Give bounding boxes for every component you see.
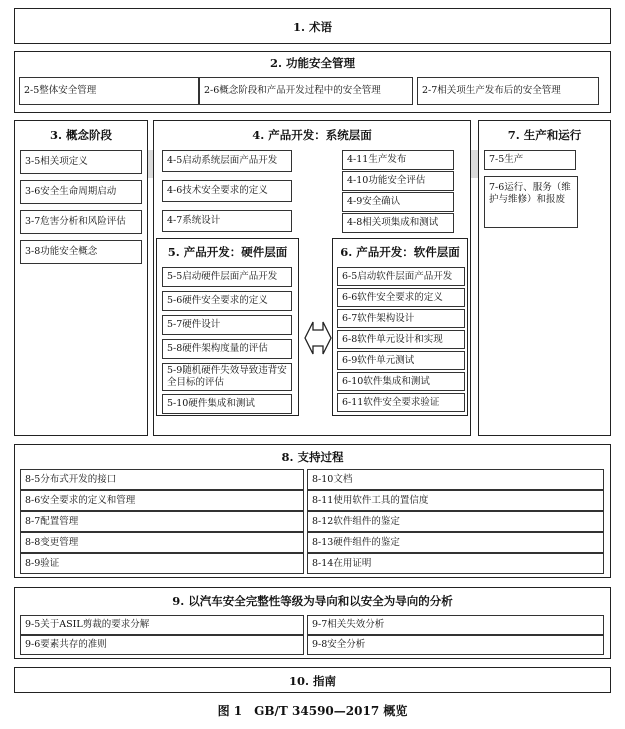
section-title: 4. 产品开发：系统层面 [252,128,372,142]
list-item: 8-9验证 [20,553,304,574]
list-item: 8-7配置管理 [20,511,304,532]
double-arrow-icon [303,316,333,360]
list-item: 3-5相关项定义 [20,150,142,174]
list-item: 9-7相关失效分析 [307,615,604,635]
list-item: 8-13硬件组件的鉴定 [307,532,604,553]
section-title: 9. 以汽车安全完整性等级为导向和以安全为导向的分析 [172,594,453,608]
list-item: 6-6软件安全要求的定义 [337,288,465,307]
section-title: 6. 产品开发：软件层面 [340,245,460,259]
section-title: 8. 支持过程 [281,450,344,464]
list-item: 6-9软件单元测试 [337,351,465,370]
list-item: 5-8硬件架构度量的评估 [162,339,292,359]
list-item: 8-8变更管理 [20,532,304,553]
list-item: 7-5生产 [484,150,576,170]
list-item: 9-5关于ASIL剪裁的要求分解 [20,615,304,635]
list-item: 4-6技术安全要求的定义 [162,180,292,202]
list-item: 5-5启动硬件层面产品开发 [162,267,292,287]
list-item: 4-5启动系统层面产品开发 [162,150,292,172]
list-item: 8-12软件组件的鉴定 [307,511,604,532]
section-software-level [332,238,468,416]
list-item: 8-11使用软件工具的置信度 [307,490,604,511]
list-item: 5-7硬件设计 [162,315,292,335]
section-terms [14,8,611,44]
list-item: 6-7软件架构设计 [337,309,465,328]
list-item: 8-14在用证明 [307,553,604,574]
list-item: 5-9随机硬件失效导致违背安全目标的评估 [162,363,292,391]
section-hardware-level [156,238,299,416]
list-item: 6-8软件单元设计和实现 [337,330,465,349]
section-title: 10. 指南 [288,674,336,688]
figure-caption: 图 1 GB/T 34590—2017 概览 [217,704,408,718]
list-item: 6-11软件安全要求验证 [337,393,465,412]
list-item: 3-8功能安全概念 [20,240,142,264]
section-title: 5. 产品开发：硬件层面 [167,245,288,259]
list-item: 6-10软件集成和测试 [337,372,465,391]
section-asil-analysis [14,587,611,659]
list-item: 5-6硬件安全要求的定义 [162,291,292,311]
list-item: 9-8安全分析 [307,635,604,655]
section-title: 1. 术语 [292,20,332,34]
list-item: 7-6运行、服务（维护与维修）和报废 [484,176,578,228]
list-item: 9-6要素共存的准则 [20,635,304,655]
section-production-operation [478,120,611,436]
list-item: 2-7相关项生产发布后的安全管理 [417,77,599,105]
list-item: 4-11生产发布 [342,150,454,170]
section-title: 2. 功能安全管理 [269,56,355,70]
list-item: 5-10硬件集成和测试 [162,394,292,414]
list-item: 4-8相关项集成和测试 [342,213,454,233]
section-title: 3. 概念阶段 [49,128,112,142]
section-title: 7. 生产和运行 [507,128,582,142]
list-item: 6-5启动软件层面产品开发 [337,267,465,286]
list-item: 2-6概念阶段和产品开发过程中的安全管理 [199,77,413,105]
list-item: 3-7危害分析和风险评估 [20,210,142,234]
list-item: 4-7系统设计 [162,210,292,232]
list-item: 4-9安全确认 [342,192,454,212]
list-item: 3-6安全生命周期启动 [20,180,142,204]
section-guidelines [14,667,611,693]
list-item: 2-5整体安全管理 [19,77,199,105]
section-safety-management [14,51,611,113]
list-item: 8-6安全要求的定义和管理 [20,490,304,511]
list-item: 8-5分布式开发的接口 [20,469,304,490]
list-item: 4-10功能安全评估 [342,171,454,191]
list-item: 8-10文档 [307,469,604,490]
section-supporting-processes [14,444,611,578]
section-concept-phase [14,120,148,436]
